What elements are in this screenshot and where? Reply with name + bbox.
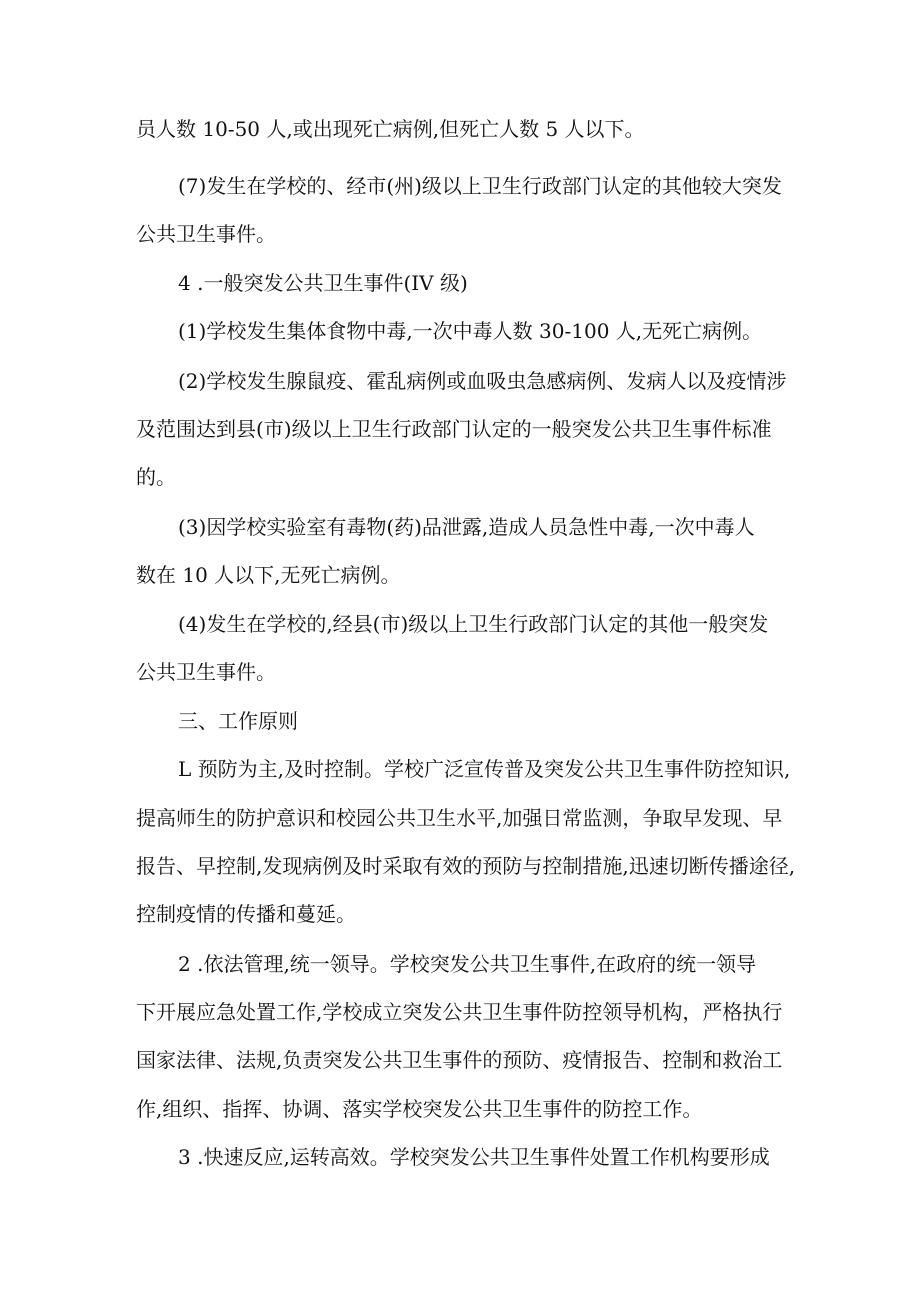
text-line: 2 .依法管理,统一领导。学校突发公共卫生事件,在政府的统一领导 — [178, 952, 757, 976]
text-line: 国家法律、法规,负责突发公共卫生事件的预防、疫情报告、控制和救治工 — [136, 1048, 783, 1072]
text-line: (2)学校发生腺鼠疫、霍乱病例或血吸虫急感病例、发病人以及疫情涉 — [178, 369, 787, 393]
text-line: (7)发生在学校的、经市(州)级以上卫生行政部门认定的其他较大突发 — [178, 174, 782, 198]
text-line: 作,组织、指挥、协调、落实学校突发公共卫生事件的防控工作。 — [136, 1097, 703, 1121]
text-line: 控制疫情的传播和蔓延。 — [136, 902, 356, 926]
text-line: (4)发生在学校的,经县(市)级以上卫生行政部门认定的其他一般突发 — [178, 612, 769, 636]
text-line: 提高师生的防护意识和校园公共卫生水平,加强日常监测，争取早发现、早 — [136, 806, 783, 830]
text-line: 及范围达到县(市)级以上卫生行政部门认定的一般突发公共卫生事件标准 — [136, 417, 772, 441]
text-line: 数在 10 人以下,无死亡病例。 — [136, 563, 401, 587]
text-line: 公共卫生事件。 — [136, 222, 276, 246]
section-heading: 4 .一般突发公共卫生事件(IV 级) — [178, 271, 468, 295]
text-line: L 预防为主,及时控制。学校广泛宣传普及突发公共卫生事件防控知识, — [178, 757, 791, 781]
text-line: 报告、早控制,发现病例及时采取有效的预防与控制措施,迅速切断传播途径, — [136, 854, 796, 878]
text-line: 3 .快速反应,运转高效。学校突发公共卫生事件处置工作机构要形成 — [178, 1145, 770, 1169]
section-heading: 三、工作原则 — [178, 709, 298, 733]
text-line: 下开展应急处置工作,学校成立突发公共卫生事件防控领导机构，严格执行 — [136, 1000, 783, 1024]
text-line: 员人数 10-50 人,或出现死亡病例,但死亡人数 5 人以下。 — [136, 117, 645, 141]
text-line: (1)学校发生集体食物中毒,一次中毒人数 30-100 人,无死亡病例。 — [178, 319, 763, 343]
text-line: (3)因学校实验室有毒物(药)品泄露,造成人员急性中毒,一次中毒人 — [178, 515, 755, 539]
text-line: 的。 — [136, 465, 176, 489]
text-line: 公共卫生事件。 — [136, 660, 276, 684]
